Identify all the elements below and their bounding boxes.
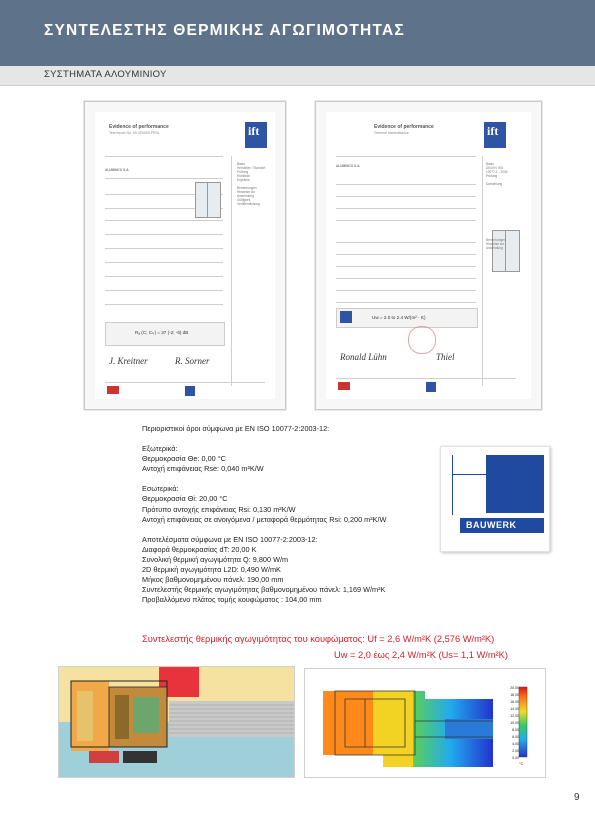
bauwerk-logo-square (486, 455, 544, 513)
exterior-line: Θερμοκρασία Θe: 0,00 °C (142, 454, 226, 464)
signature: J. Kreitner (109, 356, 148, 366)
result-line: Συνολική θερμική αγωγιμότητα Q: 9,800 W/m (142, 554, 289, 564)
ift-logo: ift (245, 122, 267, 148)
certificate-page: Evidence of performance Test report No. 09-000000-PR01 ift ALUMINCO S.A. Basis Hersteller / Standort Prüfung Richtlinie Ergebnis Bemerkungen Hinweise zur Anwendung Gültigkeit Veröffentlichung Rₐ (C; Cₜᵣ) = 37 (-2; -6) dB J. Kreitner R. Sorner (95, 112, 275, 399)
frame-section-drawing (58, 666, 295, 778)
conditions-intro: Περιοριστικοί όροι σύμφωνα με EN ISO 10077-2:2003-12: (142, 424, 330, 433)
interior-title: Εσωτερικά: (142, 484, 179, 494)
interior-line: Πρότυπο αντοχής επιφάνειας Rsi: 0,130 m²K/W (142, 504, 296, 514)
certificate-page: Evidence of performance Thermal transmittance ift ALUMINCO S.A. Basis DIN EN ISO 10077-1 : 2006 Prüfung Darstellung Bemerkungen Hinweise zur Anwendung Uw = 2.0 to 2.4 W/(m² · K) Ronald Lühn Thiel (326, 112, 531, 399)
ift-logo: ift (484, 122, 506, 148)
thermal-rating: Uw = 2.0 to 2.4 W/(m² · K) (372, 315, 426, 320)
section-drawing-svg (59, 667, 294, 777)
sound-rating: Rₐ (C; Cₜᵣ) = 37 (-2; -6) dB (135, 330, 189, 335)
result-line: Διαφορά θερμοκρασίας dT: 20,00 K (142, 544, 257, 554)
signature: R. Sorner (175, 356, 210, 366)
certificate-company: ALUMINCO S.A. (105, 168, 130, 172)
window-drawing (195, 182, 221, 218)
conditions-block (142, 424, 386, 605)
result-line: Συντελεστής θερμικής αγωγιμότητας βαθμονομημένου πάνελ: 1,169 W/m²K (142, 585, 386, 595)
result-line: Μήκος βαθμονομημένου πάνελ: 190,00 mm (142, 575, 284, 585)
signature: Thiel (436, 352, 455, 362)
page-title: ΣΥΝΤΕΛΕΣΤΗΣ ΘΕΡΜΙΚΗΣ ΑΓΩΓΙΜΟΤΗΤΑΣ (44, 22, 405, 39)
legend (519, 687, 527, 757)
bauwerk-name: BAUWERK (466, 520, 517, 530)
exterior-title: Εξωτερικά: (142, 444, 178, 454)
result-line: 2D θερμική αγωγιμότητα L2D: 0,490 W/mK (142, 565, 281, 575)
section-title: ΣΥΣΤΗΜΑΤΑ ΑΛΟΥΜΙΝΙΟΥ (44, 69, 167, 80)
certificate-title: Evidence of performance (109, 124, 169, 130)
page-number: 9 (574, 792, 580, 803)
certificate-title: Evidence of performance (374, 124, 434, 130)
interior-line: Αντοχή επιφάνειας σε ανοιγόμενα / μεταφορά θερμότητας Rsi: 0,200 m²K/W (142, 514, 387, 524)
result-line: Προβαλλόμενο πλάτος τομής κουφώματος : 104,00 mm (142, 595, 322, 605)
certificate-thermal (315, 101, 542, 410)
signature: Ronald Lühn (340, 352, 387, 362)
uw-value: Uw = 2,0 έως 2,4 W/m²K (Us= 1,1 W/m²K) (334, 650, 508, 660)
certificate-sound (84, 101, 286, 410)
certificate-company: ALUMINCO S.A. (336, 164, 361, 168)
section-bar (0, 66, 595, 86)
interior-line: Θερμοκρασία Θi: 20,00 °C (142, 494, 228, 504)
legend-labels: 20.00 18.00 16.00 14.00 12.00 10.00 8.00 6.00 4.00 2.00 0.00 (510, 686, 519, 760)
page-header (0, 0, 595, 66)
exterior-line: Αντοχή επιφάνειας Rse: 0,040 m²K/W (142, 464, 264, 474)
stamp (408, 326, 436, 354)
legend-unit: °C (519, 761, 524, 766)
temperature-distribution (304, 668, 546, 778)
results-title: Αποτελέσματα σύμφωνα με EN ISO 10077-2:2003-12: (142, 534, 318, 544)
uf-value: Συντελεστής θερμικής αγωγιμότητας του κουφώματος: Uf = 2,6 W/m²K (2,576 W/m²K) (142, 634, 495, 644)
bauwerk-logo (460, 518, 544, 533)
